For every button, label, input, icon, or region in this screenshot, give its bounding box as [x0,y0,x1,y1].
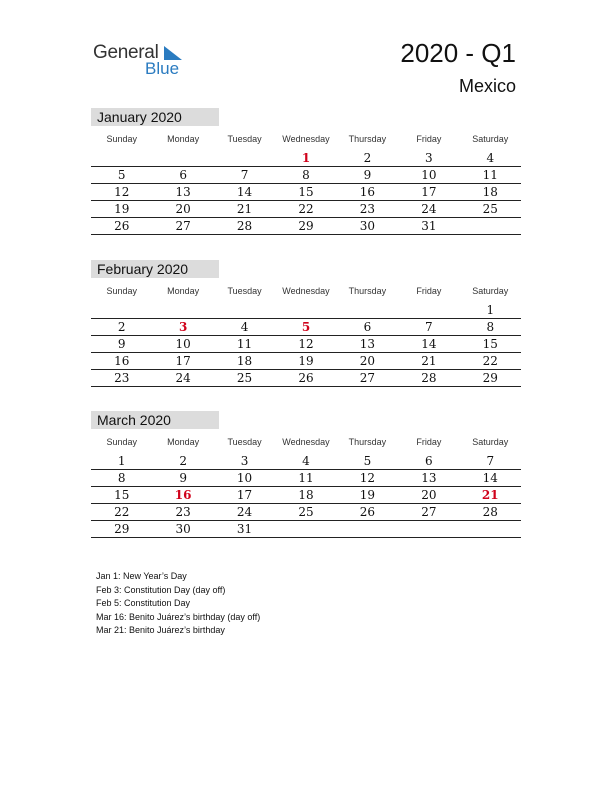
logo-blue-text: Blue [145,59,180,78]
day-cell: 6 [179,168,187,182]
day-cell: 30 [175,522,191,536]
weekday-label: Tuesday [227,134,262,144]
day-cell: 28 [421,371,437,385]
day-cell: 1 [486,303,495,317]
weekday-label: Saturday [472,286,509,296]
day-cell: 6 [425,454,433,468]
day-cell: 12 [114,185,130,199]
day-cell: 9 [363,168,372,182]
day-cell: 17 [236,488,253,502]
weekday-label: Sunday [106,286,137,296]
day-cell: 20 [421,488,437,502]
day-cell [214,302,275,318]
day-cell: 15 [298,185,314,199]
month-title: February 2020 [91,260,219,278]
holiday-notes [96,570,260,638]
weekday-label: Friday [416,437,442,447]
weekday-label: Monday [167,437,200,447]
day-cell: 17 [175,354,191,368]
day-cell: 11 [236,337,253,351]
day-cell: 14 [236,185,253,199]
holiday-note: Mar 16: Benito Juárez’s birthday (day off) [96,611,261,622]
day-cell [91,302,152,318]
day-cell: 12 [298,337,314,351]
day-cell: 6 [363,320,372,334]
weekday-header [91,431,521,453]
week-row [91,504,521,521]
week-row [91,201,521,218]
day-cell: 4 [486,151,495,165]
day-cell: 8 [302,168,310,182]
month-title: March 2020 [91,411,219,429]
day-cell: 3 [425,151,433,165]
week-row [91,453,521,470]
weekday-label: Tuesday [227,437,262,447]
day-cell: 7 [425,320,433,334]
weekday-label: Wednesday [282,134,330,144]
week-row [91,167,521,184]
day-cell: 25 [236,371,253,385]
day-cell: 31 [236,522,253,536]
holiday-note: Jan 1: New Year’s Day [96,571,187,581]
day-cell: 21 [481,488,499,502]
day-cell: 12 [359,471,376,485]
week-row [91,487,521,504]
month-february [91,260,521,387]
weekday-label: Wednesday [282,286,330,296]
day-cell: 16 [174,488,192,502]
day-cell [275,302,336,318]
day-cell: 25 [298,505,314,519]
week-row [91,353,521,370]
day-cell: 13 [421,471,437,485]
holiday-note: Feb 5: Constitution Day [96,598,191,608]
day-cell: 9 [117,337,126,351]
day-cell: 27 [359,371,376,385]
day-cell: 24 [421,202,437,216]
day-cell: 15 [114,488,130,502]
weekday-label: Wednesday [282,437,330,447]
day-cell: 8 [486,320,495,334]
day-cell: 20 [175,202,191,216]
day-cell: 25 [482,202,498,216]
weekday-label: Thursday [348,286,387,296]
day-cell: 23 [175,505,191,519]
week-row [91,370,521,387]
weekday-header [91,280,521,302]
day-cell: 2 [363,151,372,165]
day-cell [398,521,459,537]
day-cell: 13 [175,185,191,199]
weekday-label: Monday [167,286,200,296]
day-cell: 30 [359,219,376,233]
day-cell: 26 [298,371,314,385]
day-cell: 27 [421,505,437,519]
week-row [91,521,521,538]
day-cell: 2 [179,454,187,468]
day-cell: 3 [240,454,249,468]
day-cell [398,302,459,318]
day-cell: 16 [114,354,130,368]
week-row [91,470,521,487]
month-march [91,411,521,538]
day-cell: 4 [240,320,249,334]
day-cell [275,521,336,537]
day-cell [152,150,213,166]
day-cell: 11 [482,168,498,182]
day-cell: 1 [301,151,311,165]
weekday-header [91,128,521,150]
day-cell: 27 [175,219,191,233]
day-cell: 9 [179,471,187,485]
day-cell: 22 [298,202,314,216]
day-cell: 31 [421,219,437,233]
day-cell: 26 [359,505,376,519]
quarter-title: 2020 - Q1 [400,38,516,68]
day-cell: 5 [117,168,126,182]
day-cell [152,302,213,318]
day-cell: 29 [482,371,498,385]
day-cell: 18 [298,488,314,502]
day-cell: 19 [359,488,376,502]
day-cell: 20 [359,354,376,368]
day-cell: 3 [178,320,188,334]
day-cell: 11 [298,471,314,485]
weekday-label: Friday [416,286,442,296]
day-cell: 4 [302,454,310,468]
day-cell: 16 [359,185,376,199]
holiday-note: Feb 3: Constitution Day (day off) [96,584,226,595]
day-cell: 24 [236,505,253,519]
country-name: Mexico [458,76,516,96]
day-cell: 5 [301,320,311,334]
day-cell: 17 [421,185,437,199]
day-cell: 2 [117,320,126,334]
day-cell: 22 [114,505,130,519]
day-cell: 29 [298,219,314,233]
day-cell: 19 [298,354,314,368]
day-cell: 7 [240,168,249,182]
day-cell: 10 [421,168,437,182]
day-cell: 14 [421,337,437,351]
day-cell: 8 [117,471,126,485]
weekday-label: Monday [167,134,200,144]
day-cell [91,150,152,166]
week-row [91,150,521,167]
day-cell: 5 [363,454,372,468]
day-cell: 19 [114,202,130,216]
day-cell: 21 [421,354,437,368]
day-cell: 21 [236,202,253,216]
weekday-label: Thursday [348,437,387,447]
weekday-label: Tuesday [227,286,262,296]
day-cell: 23 [359,202,376,216]
weekday-label: Sunday [106,437,137,447]
day-cell: 29 [114,522,130,536]
weekday-label: Sunday [106,134,137,144]
day-cell: 24 [175,371,191,385]
day-cell [460,521,521,537]
month-january [91,108,521,235]
day-cell: 26 [114,219,130,233]
day-cell: 18 [482,185,498,199]
week-row [91,336,521,353]
day-cell [214,150,275,166]
logo-triangle-icon [162,46,182,60]
day-cell: 1 [117,454,126,468]
day-cell: 10 [175,337,191,351]
day-cell: 28 [482,505,498,519]
logo-general-text: General [93,42,159,63]
day-cell [460,218,521,234]
week-row [91,302,521,319]
month-title: January 2020 [91,108,219,126]
day-cell: 18 [236,354,253,368]
weekday-label: Saturday [472,437,509,447]
weekday-label: Friday [416,134,442,144]
logo [93,42,193,78]
day-cell: 15 [482,337,498,351]
day-cell [337,521,398,537]
day-cell: 13 [359,337,376,351]
week-row [91,184,521,201]
weekday-label: Thursday [348,134,387,144]
day-cell: 28 [236,219,253,233]
day-cell: 22 [482,354,498,368]
day-cell: 10 [236,471,253,485]
weekday-label: Saturday [472,134,509,144]
holiday-note: Mar 21: Benito Juárez’s birthday [96,625,225,635]
week-row [91,218,521,235]
day-cell: 7 [486,454,495,468]
day-cell: 23 [114,371,130,385]
day-cell: 14 [482,471,498,485]
day-cell [337,302,398,318]
week-row [91,319,521,336]
